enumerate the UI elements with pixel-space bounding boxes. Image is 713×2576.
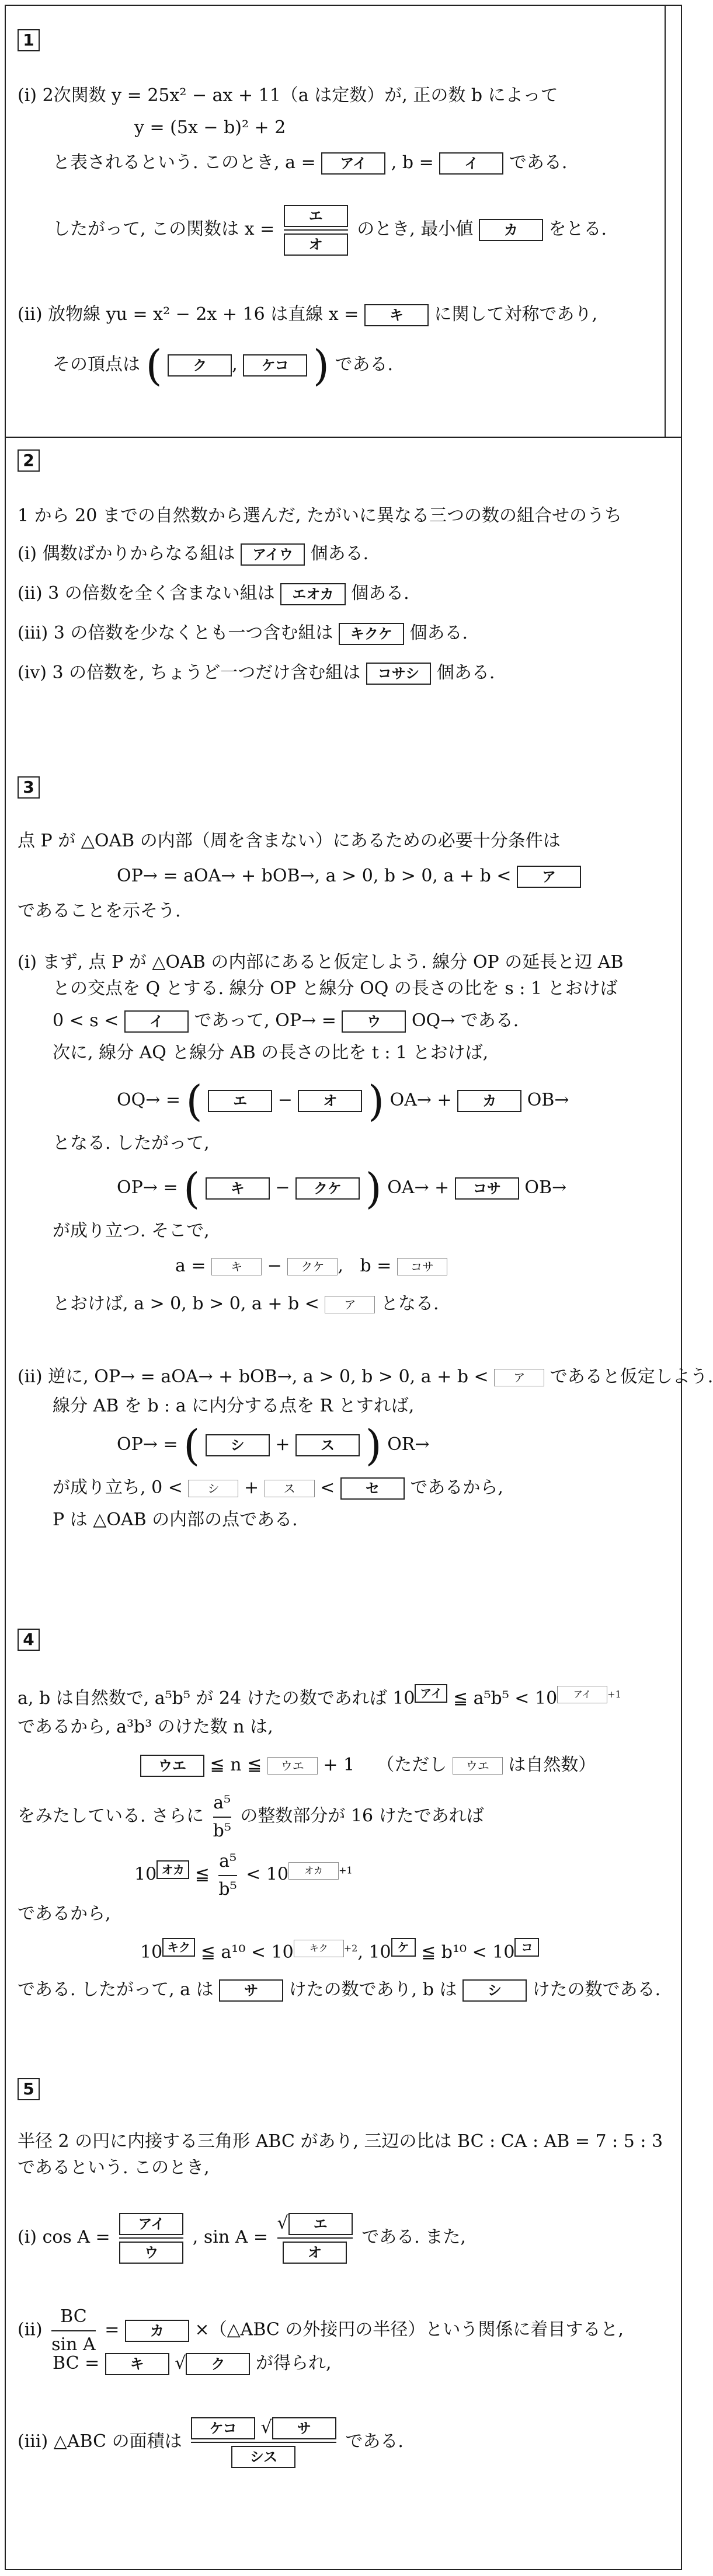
answer-box-o[interactable]: オ [283,2242,347,2264]
answer-box-oka[interactable]: オカ [156,1860,189,1879]
divider [665,5,666,437]
item-label: (i) [18,85,37,106]
question-4: 4 a, b は自然数で, a⁵b⁵ が 24 けたの数であれば 10 アイ ≦ a⁵b⁵ < 10 アイ $^{+1}$ であるから, a³b³ のけた数 n は, ウエ ≦ n ≦ ウエ + 1 （ただし ウエ は自然数） をみたしている. さらに $\frac{\text{a⁵}}{\text{b⁵}}$ の整数部分が 16 けたであれば 10 オカ ≦ $\frac{\text{a⁵}}{\text{b⁵}}$ < 10 オカ $^{+1}$ であるから, 10 キク ≦ a¹⁰ < 10 キク $^{+2}$, 10 ケ ≦ b¹⁰ < 10 コ である. したがって, a は サ けたの数であり, b は シ けたの数である. [18,1629,666,2037]
answer-box-ko[interactable]: コ [514,1938,539,1957]
answer-box-ki[interactable]: キ [206,1177,270,1200]
fraction [284,204,348,256]
answer-box-keko[interactable]: ケコ [191,2417,255,2439]
question-5: 5 半径 2 の円に内接する三角形 ABC があり, 三辺の比は BC : CA : AB = 7 : 5 : 3 であるという. このとき, (i) cos A = $\frac{\text{アイ}}{\text{ウ}}$ , sin A = $\frac{\text{√ エ}}{\text{オ}}$ である. また, (ii) $\frac{BC}{\text{sin A}}$ = カ ×（△ABC の外接円の半径）という関係に着目すると, BC = キ √ ク が得られ, (iii) △ABC の面積は $\frac{\text{ケコ √ サ}}{\text{シス}}$ である. [18,2078,666,2522]
answer-box-sa[interactable]: サ [219,1979,283,2002]
answer-box-e[interactable]: エ [208,1090,272,1112]
answer-box-i[interactable]: イ [124,1010,189,1033]
answer-box-ke[interactable]: ケ [391,1938,416,1957]
list-item: (iv) 3 の倍数を, ちょうど一つだけ含む組は コサシ 個ある. [18,662,495,685]
answer-box-ka[interactable]: カ [479,219,543,241]
answer-box-shi[interactable]: シ [206,1434,270,1456]
answer-box-e[interactable]: エ [288,2213,353,2235]
answer-box-sa[interactable]: サ [272,2417,336,2439]
answer-box-eoka[interactable]: エオカ [280,583,345,605]
question-3: 3 点 P が △OAB の内部（周を含まない）にあるための必要十分条件は OP→ = aOA→ + bOB→, a > 0, b > 0, a + b < ア であることを示そう. (i) まず, 点 P が △OAB の内部にあると仮定しよう. 線分 OP の延長と辺 AB との交点を Q とする. 線分 OP と線分 OQ の長さの比を s : 1 とおけば 0 < s < イ であって, OP→ = ウ OQ→ である. 次に, 線分 AQ と線分 AB の長さの比を t : 1 とおけば, OQ→ = ( エ − オ ) OA→ + カ OB→ となる. したがって, OP→ = ( キ − クケ ) OA→ + コサ OB→ が成り立つ. そこで, a = キ − クケ , b = コサ とおけば, a > 0, b > 0, a + b < ア となる. (ii) 逆に, OP→ = aOA→ + bOB→, a > 0, b > 0, a + b < ア であると仮定しよう. 線分 AB を b : a に内分する点を R とすれば, OP→ = ( シ + ス ) OR→ が成り立ち, 0 < シ + ス < セ であるから, P は △OAB の内部の点である. [18,778,713,1530]
answer-box-ku[interactable]: ク [168,354,232,377]
answer-box-o[interactable]: オ [284,233,348,256]
answer-box-aiu[interactable]: アイウ [241,543,305,566]
answer-box-u[interactable]: ウ [342,1010,406,1033]
list-item: (ii) 3 の倍数を全く含まない組は エオカ 個ある. [18,583,409,605]
answer-box-ai[interactable]: アイ [119,2213,183,2235]
answer-box-i[interactable]: イ [439,152,503,175]
answer-box-ai[interactable]: アイ [415,1684,447,1703]
answer-box-kosa[interactable]: コサ [455,1177,519,1200]
answer-box-e[interactable]: エ [284,205,348,227]
question-number: 1 [18,29,40,51]
answer-box-kuke[interactable]: クケ [295,1177,360,1200]
answer-box-a[interactable]: ア [517,866,581,888]
answer-box-u[interactable]: ウ [119,2242,183,2264]
answer-box-ka[interactable]: カ [125,2320,189,2342]
answer-box-ki[interactable]: キ [364,304,429,326]
answer-box-ue[interactable]: ウエ [140,1755,204,1777]
answer-box-keko[interactable]: ケコ [243,354,307,377]
q1-eq: y = (5x − b)² + 2 [134,117,286,138]
answer-box-kosashi[interactable]: コサシ [366,663,432,685]
question-2: 2 1 から 20 までの自然数から選んだ, たがいに異なる三つの数の組合せのうち (i) 偶数ばかりからなる組は アイウ 個ある. (ii) 3 の倍数を全く含まない組は エオカ 個ある. (iii) 3 の倍数を少なくとも一つ含む組は キクケ 個ある. (iv) 3 の倍数を, ちょうど一つだけ含む組は コサシ 個ある. [18,449,666,741]
answer-box-ka[interactable]: カ [457,1090,521,1112]
item-label: (ii) [18,304,43,325]
answer-box-kiku[interactable]: キク [162,1938,195,1957]
answer-box-ku[interactable]: ク [186,2353,250,2375]
answer-box-se[interactable]: セ [340,1477,405,1500]
answer-box-ai[interactable]: アイ [321,152,385,175]
list-item: (i) 偶数ばかりからなる組は アイウ 個ある. [18,543,368,566]
answer-box-su[interactable]: ス [295,1434,360,1456]
question-1: 1 (i) 2次関数 y = 25x² − ax + 11（a は定数）が, 正の数 b によって y = (5x − b)² + 2 と表されるという. このとき, a = アイ , b = イ である. したがって, この関数は x = $\frac{\text{エ}}{\text{オ}}$ のとき, 最小値 カ をとる. (ii) 放物線 yu = x² − 2x + 16 は直線 x = キ に関して対称であり, その頂点は ( ク , ケコ ) である. [18,30,607,390]
answer-box-shi[interactable]: シ [462,1979,527,2002]
answer-box-shisu[interactable]: シス [231,2446,295,2468]
divider [5,437,682,438]
answer-box-ki[interactable]: キ [105,2353,169,2375]
answer-box-kikuke[interactable]: キクケ [339,623,404,645]
list-item: (iii) 3 の倍数を少なくとも一つ含む組は キクケ 個ある. [18,622,468,645]
q1-i-text: 2次関数 y = 25x² − ax + 11（a は定数）が, 正の数 b によって [42,85,558,106]
answer-box-o[interactable]: オ [298,1090,362,1112]
